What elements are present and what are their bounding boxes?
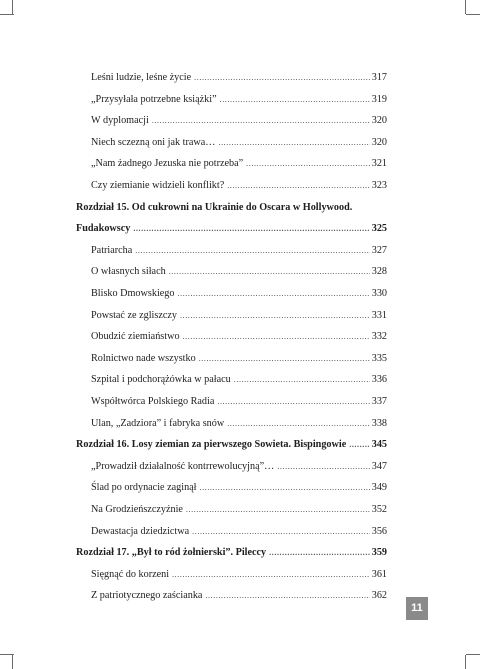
toc-entry [91, 156, 387, 172]
dot-leader [269, 545, 370, 561]
toc-entry-page: 320 [371, 115, 387, 126]
dot-leader [227, 178, 369, 194]
dot-leader [178, 286, 370, 302]
toc-entry-page: 320 [371, 137, 387, 148]
toc-entry [91, 567, 387, 583]
toc-entry-title: Ulan, „Zadziora” i fabryka snów [91, 418, 225, 429]
toc-entry [91, 113, 387, 129]
toc-entry-title: Powstać ze zgliszczy [91, 310, 177, 321]
toc-entry-title: Czy ziemianie widzieli konflikt? [91, 180, 225, 191]
toc-entry-title: Rozdział 17. „Był to ród żołnierski”. Pileccy [76, 547, 267, 558]
dot-leader [234, 372, 370, 388]
dot-leader [192, 524, 370, 540]
dot-leader [172, 567, 370, 583]
toc-entry-title: Niech sczezną oni jak trawa… [91, 137, 216, 148]
toc-entry-page: 337 [371, 396, 387, 407]
toc-entry-page: 331 [371, 310, 387, 321]
toc-entry-page: 336 [371, 374, 387, 385]
toc-entry-page: 338 [371, 418, 387, 429]
toc-entry [91, 135, 387, 151]
toc-entry-title: Dewastacja dziedzictwa [91, 526, 190, 537]
dot-leader [169, 264, 370, 280]
toc-entry [91, 329, 387, 345]
toc-entry [91, 502, 387, 518]
dot-leader [200, 480, 370, 496]
toc-entry-page: 319 [371, 94, 387, 105]
dot-leader [277, 459, 369, 475]
toc-entry-page: 323 [371, 180, 387, 191]
toc-entry-page: 362 [371, 590, 387, 601]
dot-leader [220, 92, 370, 108]
dot-leader [227, 416, 369, 432]
toc-chapter-entry [76, 545, 387, 561]
toc-entry-page: 317 [371, 72, 387, 83]
toc-chapter-entry [76, 221, 387, 237]
toc-entry-title: „Prowadził działalność kontrrewolucyjną”… [91, 461, 275, 472]
toc-entry-page: 327 [371, 245, 387, 256]
dot-leader [183, 329, 370, 345]
dot-leader [133, 221, 369, 237]
toc-entry-page: 332 [371, 331, 387, 342]
toc-entry-title: „Przysyłała potrzebne książki” [91, 94, 217, 105]
toc-entry-page: 328 [371, 266, 387, 277]
toc-entry [91, 308, 387, 324]
toc-entry-page: 321 [371, 158, 387, 169]
toc-entry-title: Obudzić ziemiaństwo [91, 331, 180, 342]
page-number-badge: 11 [406, 597, 428, 620]
dot-leader [349, 437, 369, 453]
dot-leader [152, 113, 370, 129]
toc-entry-title: Ślad po ordynacie zaginął [91, 482, 197, 493]
toc-entry-page: 325 [371, 223, 387, 234]
toc-entry [91, 351, 387, 367]
toc-entry-title: Patriarcha [91, 245, 133, 256]
toc-entry-page: 356 [371, 526, 387, 537]
toc-entry-title: Sięgnąć do korzeni [91, 569, 170, 580]
toc-entry-page: 349 [371, 482, 387, 493]
toc-entry-page: 345 [371, 439, 387, 450]
toc-entry [91, 70, 387, 86]
dot-leader [218, 135, 369, 151]
toc-entry-title: W dyplomacji [91, 115, 149, 126]
toc-entry-title: Współtwórca Polskiego Radia [91, 396, 215, 407]
toc-entry-page: 361 [371, 569, 387, 580]
toc-entry [91, 243, 387, 259]
toc-entry-title: Rozdział 16. Losy ziemian za pierwszego Sowieta. Bispingowie [76, 439, 347, 450]
dot-leader [199, 351, 370, 367]
dot-leader [246, 156, 370, 172]
toc-entry-title: Leśni ludzie, leśne życie [91, 72, 192, 83]
dot-leader [186, 502, 370, 518]
toc-entry [91, 394, 387, 410]
dot-leader [205, 588, 369, 604]
toc-entry [91, 264, 387, 280]
toc-entry-title: Blisko Dmowskiego [91, 288, 175, 299]
toc-entry [91, 416, 387, 432]
toc-entry-title: Fudakowscy [76, 223, 131, 234]
toc-entry-title: Rolnictwo nade wszystko [91, 353, 196, 364]
toc-entry-title: „Nam żadnego Jezuska nie potrzeba” [91, 158, 244, 169]
toc-entry-title: O własnych siłach [91, 266, 166, 277]
toc-entry [91, 524, 387, 540]
toc-entry-page: 352 [371, 504, 387, 515]
toc-entry [91, 92, 387, 108]
chapter-heading: Rozdział 15. Od cukrowni na Ukrainie do Oscara w Hollywood. [76, 202, 353, 213]
dot-leader [180, 308, 370, 324]
toc-entry [91, 286, 387, 302]
dot-leader [194, 70, 370, 86]
toc-entry-page: 335 [371, 353, 387, 364]
toc-entry [91, 588, 387, 604]
dot-leader [135, 243, 369, 259]
dot-leader [217, 394, 369, 410]
toc-entry-title: Z patriotycznego zaścianka [91, 590, 203, 601]
toc-entry-page: 359 [371, 547, 387, 558]
toc-chapter-entry [76, 437, 387, 453]
toc-entry-title: Na Grodzieńszczyźnie [91, 504, 183, 515]
toc-entry-page: 347 [371, 461, 387, 472]
toc-entry-page: 330 [371, 288, 387, 299]
toc-entry-title: Szpital i podchorążówka w pałacu [91, 374, 231, 385]
toc-entry [91, 372, 387, 388]
toc-entry [91, 480, 387, 496]
toc-entry [91, 178, 387, 194]
toc-entry [91, 459, 387, 475]
